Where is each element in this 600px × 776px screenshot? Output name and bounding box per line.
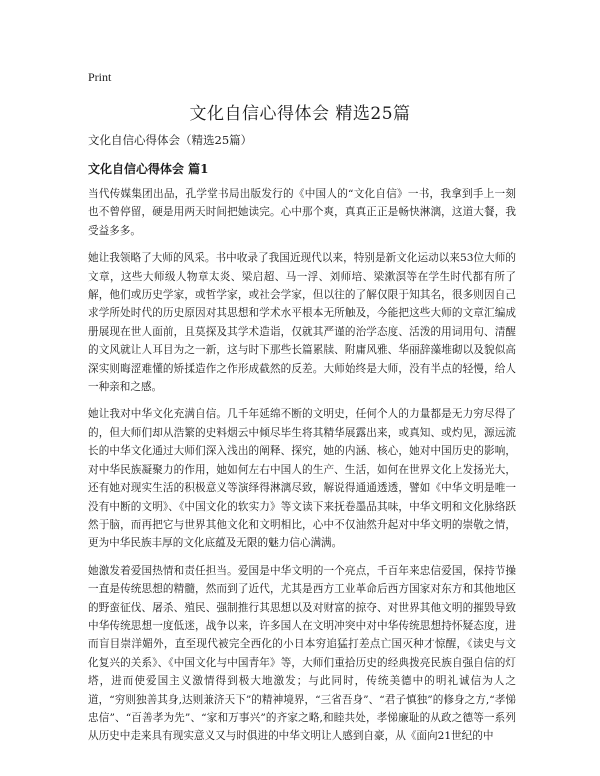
paragraph-2: 她让我领略了大师的风采。书中收录了我国近现代以来，特别是新文化运动以来53位大师的文章，这些大师级人物章太炎、梁启超、马一浮、刘师培、梁漱溟等在学生时代都有所了解，他们或历史学家，或哲学家，或社会学家，但以往的了解仅限于知其名，很多则因自己求学所处时代的历史原因对其思想和学术水平根本无所触及，今能把这些大师的文章汇编成册展现在世人面前，且莫探及其学术造诣，仅就其严谨的治学态度、活泼的用词用句、清醒的文风就让人耳目为之一新，这与时下那些长篇累牍、附庸风雅、华丽辞藻堆砌以及貌似高深实则晦涩难懂的矫揉造作之作形成截然的反差。大师始终是大师，没有半点的轻慢，给人一种亲和之感。 xyxy=(88,252,516,394)
print-link[interactable]: Print xyxy=(88,70,112,84)
section-heading: 文化自信心得体会 篇1 xyxy=(88,162,209,176)
paragraph-3: 她让我对中华文化充满自信。几千年延绵不断的文明史，任何个人的力量都是无力穷尽得了的，但大师们却从浩繁的史料烟云中倾尽毕生将其精华展露出来，或真知、或灼见，源远流长的中华文化通过大师们深入浅出的阐释、探究，她的内涵、核心，她对中国历史的影响，对中华民族凝聚力的作用，她如何左右中国人的生产、生活，如何在世界文化上发扬光大，还有她对现实生活的积极意义等演绎得淋漓尽致，解说得通通透透，譬如《中华文明是唯一没有中断的文明》、《中国文化的软实力》等文读下来抚卷墨品其味，中华文明和文化脉络跃然于脑，而再把它与世界其他文化和文明相比，心中不仅油然升起对中华文明的崇敬之情，更为中华民族丰厚的文化底蕴及无限的魅力信心满满。 xyxy=(88,408,516,550)
paragraph-1: 当代传媒集团出品，孔学堂书局出版发行的《中国人的“文化自信》一书，我拿到手上一刻也不曾停留，硬是用两天时间把她读完。心中那个爽，真真正正是畅快淋漓，这道大餐，我受益多多。 xyxy=(88,188,516,237)
document-body xyxy=(88,185,516,755)
paragraph-4: 她激发着爱国热情和责任担当。爱国是中华文明的一个亮点，千百年来忠信爱国，保持节操一直是传统思想的精髓，然而到了近代，尤其是西方工业革命后西方国家对东方和其他地区的野蛮征伐、屠杀、殖民、强制推行其思想以及对财富的掠夺、对世界其他文明的摧毁导致中华传统思想一度低迷，战争以来，许多国人在文明冲突中对中华传统思想持怀疑态度，进而盲目崇洋媚外，直至现代被完全西化的小日本穷追猛打差点亡国灭种才惊醒，《读史与文化复兴的关系》、《中国文化与中国青年》等，大师们重拾历史的经典拨亮民族自强自信的灯塔，进而使爱国主义激情得到极大地激发；与此同时，传统美德中的明礼诚信为人之道，“穷则独善其身,达则兼济天下”的精神境界，“三省吾身”、“君子慎独”的修身之方,“孝悌忠信”、“百善孝为先”、“家和万事兴”的齐家之略,和睦共处，孝悌廉耻的从政之德等一系列从历史中走来具有现实意义又与时俱进的中华文明让人感到自豪，从《面向21世纪的中 xyxy=(88,564,516,743)
document-title: 文化自信心得体会 精选25篇 xyxy=(189,104,411,124)
document-subtitle: 文化自信心得体会（精选25篇） xyxy=(88,133,253,147)
